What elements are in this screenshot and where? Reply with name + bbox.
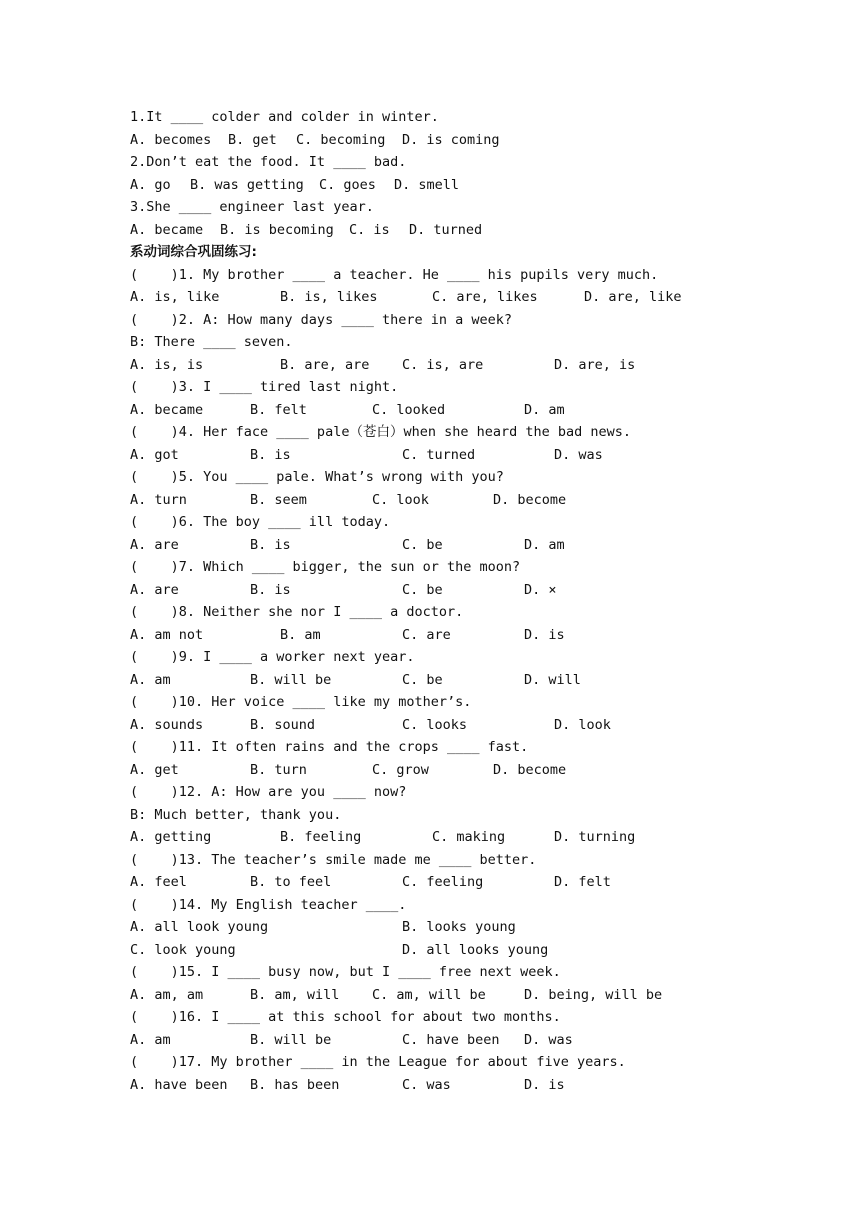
option-a: A. sounds [130,716,204,733]
options-row [130,1029,750,1052]
option-c: C. are [402,626,451,643]
options-row [130,871,750,894]
option-a: A. feel [130,874,187,890]
option-c: C. looked [372,401,446,418]
option-c: C. feeling [402,874,484,890]
option-b: B. is becoming [220,221,334,238]
option-b: B. has been [250,1076,340,1093]
options-row [130,669,750,692]
option-c: C. be [402,536,443,553]
option-d: D. are, is [554,356,636,373]
options-row [130,826,750,849]
option-a: A. am [130,671,171,688]
option-d: D. become [493,491,567,508]
option-b: B. am, will [250,986,340,1003]
options-row [130,759,750,782]
option-d: D. is [524,1076,565,1093]
intro-question-1: 1.It ____ colder and colder in winter. [130,109,439,125]
option-d: D. is [524,626,565,643]
question-1: ( )1. My brother ____ a teacher. He ____ his pupils very much. [130,266,659,283]
question-7: ( )7. Which ____ bigger, the sun or the moon? [130,559,521,575]
options-row [130,916,750,939]
option-b: B. will be [250,671,332,688]
options-row [130,939,750,962]
option-c: C. be [402,671,443,688]
question-14: ( )14. My English teacher ____. [130,896,407,913]
options-row [130,444,750,467]
option-d: D. being, will be [524,986,663,1003]
question-4: ( )4. Her face ____ pale（苍白）when she heard the bad news. [130,424,632,440]
options-row [130,286,750,309]
question-11: ( )11. It often rains and the crops ____ fast. [130,739,529,755]
option-a: A. becomes [130,131,212,148]
option-d: D. is coming [402,131,500,148]
option-d: D. look [554,716,611,733]
intro-question-3: 3.She ____ engineer last year. [130,199,374,215]
option-a: A. got [130,446,179,463]
option-c: C. looks [402,716,468,733]
option-c: C. is, are [402,356,484,373]
option-a: A. are [130,581,179,598]
option-d: D. × [524,581,557,598]
options-row [130,489,750,512]
options-row [130,534,750,557]
option-c: C. grow [372,761,429,778]
option-a: A. became [130,401,204,418]
question-15: ( )15. I ____ busy now, but I ____ free next week. [130,964,561,980]
question-10: ( )10. Her voice ____ like my mother’s. [130,694,472,710]
option-b: B. looks young [402,919,516,935]
question-8: ( )8. Neither she nor I ____ a doctor. [130,604,464,620]
option-b: B. felt [250,401,307,418]
option-b: B. feeling [280,829,362,845]
question-2: ( )2. A: How many days ____ there in a week? [130,311,513,328]
option-a: A. am, am [130,986,204,1003]
question-16: ( )16. I ____ at this school for about two months. [130,1009,561,1025]
option-a: A. getting [130,829,212,845]
option-c: C. goes [319,176,376,193]
section-title: 系动词综合巩固练习: [130,244,257,260]
option-a: A. turn [130,491,187,508]
question-12-answer-line: B: Much better, thank you. [130,806,342,823]
option-b: B. turn [250,761,307,778]
option-a: A. am [130,1031,171,1048]
question-5: ( )5. You ____ pale. What’s wrong with you? [130,469,504,485]
option-a: A. are [130,536,179,553]
option-a: A. is, like [130,289,220,305]
option-b: B. sound [250,716,316,733]
option-d: D. are, like [584,289,682,305]
option-d: D. felt [554,874,611,890]
question-3: ( )3. I ____ tired last night. [130,379,399,395]
option-d: D. am [524,401,565,418]
option-b: B. are, are [280,356,370,373]
intro-options-2 [130,174,750,197]
question-12: ( )12. A: How are you ____ now? [130,784,407,800]
options-row [130,399,750,422]
question-6: ( )6. The boy ____ ill today. [130,514,391,530]
intro-options-3 [130,219,750,242]
option-b: B. am [280,626,321,643]
option-b: B. will be [250,1031,332,1048]
option-b: B. get [228,131,277,148]
option-d: D. all looks young [402,941,549,958]
intro-question-2: 2.Don’t eat the food. It ____ bad. [130,154,407,170]
option-d: D. was [554,446,603,463]
option-c: C. was [402,1076,451,1093]
option-b: B. to feel [250,874,332,890]
option-c: C. becoming [296,131,386,148]
option-c: C. be [402,581,443,598]
option-a: A. became [130,221,204,238]
question-9: ( )9. I ____ a worker next year. [130,649,415,665]
options-row [130,624,750,647]
option-a: A. all look young [130,919,269,935]
options-row [130,714,750,737]
option-b: B. is, likes [280,289,378,305]
option-c: C. look young [130,941,236,958]
option-b: B. is [250,581,291,598]
question-list [130,264,750,1097]
option-d: D. will [524,671,581,688]
option-c: C. am, will be [372,986,486,1003]
option-b: B. is [250,446,291,463]
option-b: B. is [250,536,291,553]
question-2-answer-line: B: There ____ seven. [130,334,293,350]
question-17: ( )17. My brother ____ in the League for about five years. [130,1054,626,1070]
option-c: C. have been [402,1031,500,1048]
option-a: A. get [130,761,179,778]
option-d: D. turned [409,221,483,238]
option-d: D. smell [394,176,460,193]
question-13: ( )13. The teacher’s smile made me ____ better. [130,851,537,868]
option-a: A. go [130,176,171,193]
document-body [130,106,750,1096]
options-row [130,1074,750,1097]
option-a: A. have been [130,1076,228,1093]
option-c: C. making [432,829,506,845]
intro-options-1 [130,129,750,152]
option-c: C. are, likes [432,289,538,305]
options-row [130,354,750,377]
option-c: C. look [372,491,429,508]
option-a: A. is, is [130,356,204,373]
options-row [130,579,750,602]
option-b: B. was getting [190,176,304,193]
option-d: D. was [524,1031,573,1048]
option-d: D. become [493,761,567,778]
option-b: B. seem [250,491,307,508]
option-c: C. is [349,221,390,238]
option-c: C. turned [402,446,476,463]
option-d: D. turning [554,829,636,845]
options-row [130,984,750,1007]
option-a: A. am not [130,626,204,643]
option-d: D. am [524,536,565,553]
